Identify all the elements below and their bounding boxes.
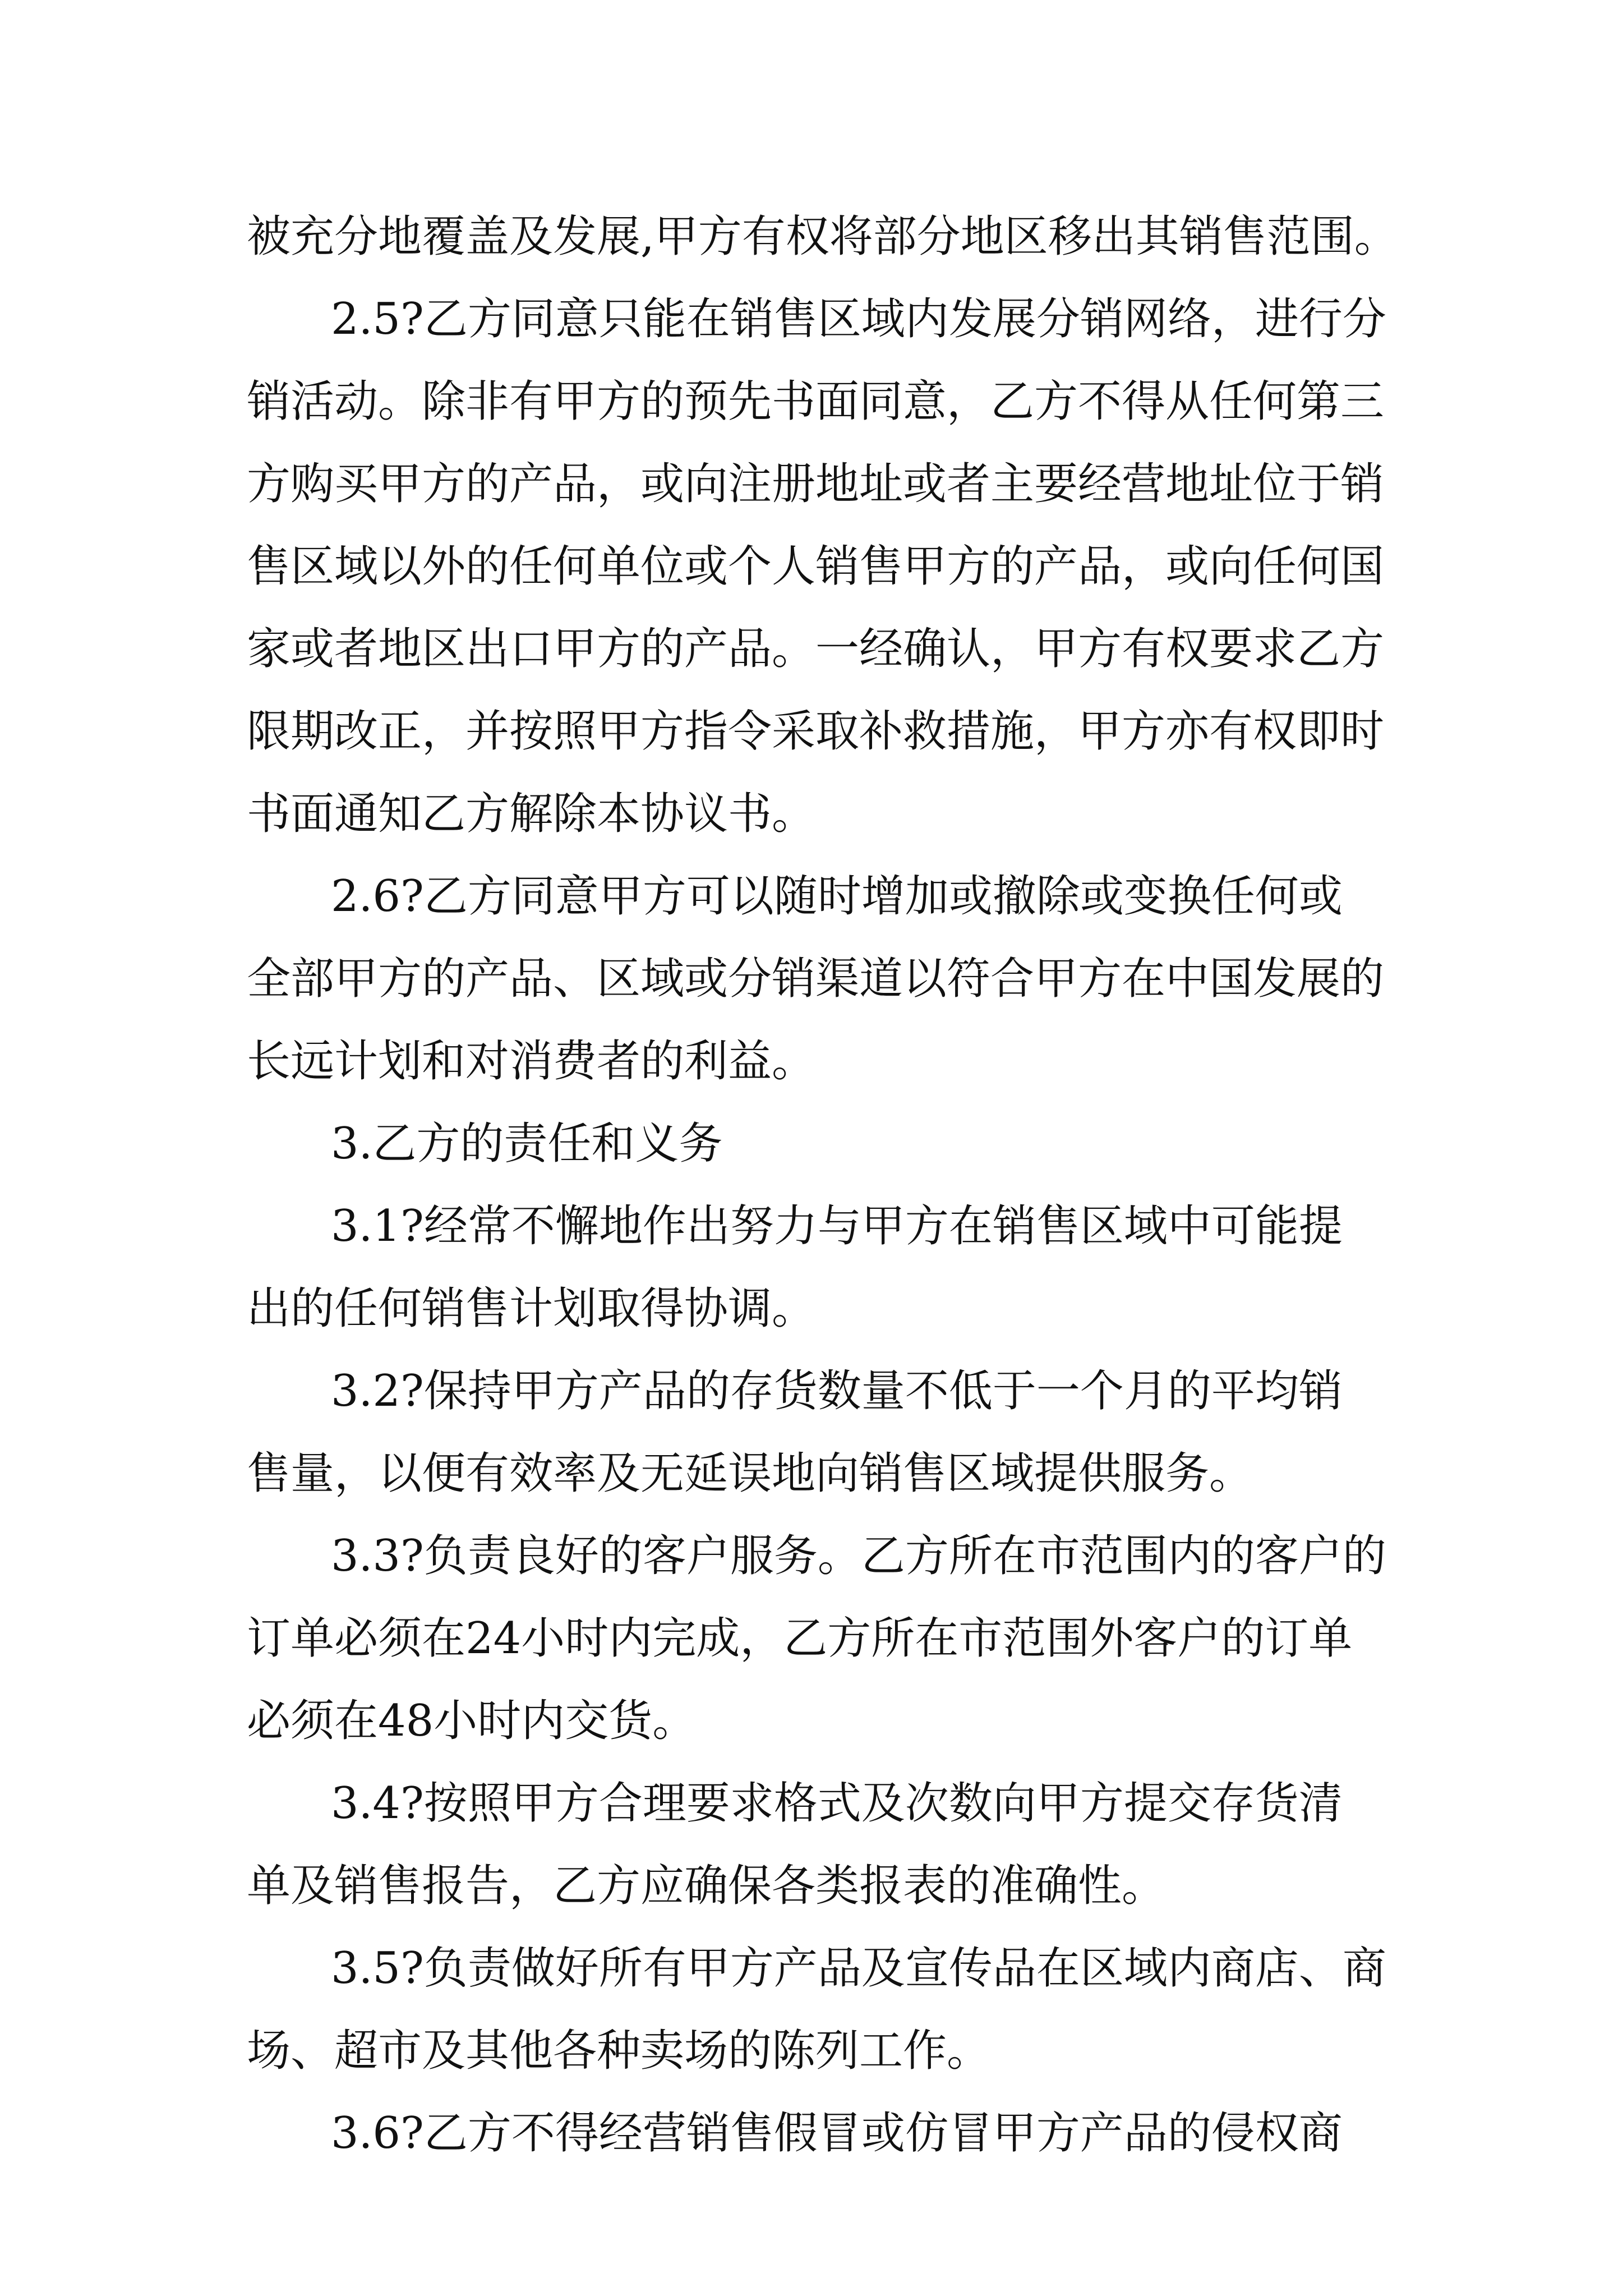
text-line: 销活动。除非有甲方的预先书面同意，乙方不得从任何第三 <box>247 376 1385 427</box>
text-line: 场、超市及其他各种卖场的陈列工作。 <box>247 2026 991 2076</box>
text-line: 限期改正，并按照甲方指令采取补救措施，甲方亦有权即时 <box>247 706 1385 757</box>
text-line: 订单必须在24小时内完成，乙方所在市范围外客户的订单 <box>247 1613 1353 1664</box>
text-line: 售区域以外的任何单位或个人销售甲方的产品，或向任何国 <box>247 541 1385 592</box>
text-line: 家或者地区出口甲方的产品。一经确认，甲方有权要求乙方 <box>247 624 1385 674</box>
text-line: 3.6?乙方不得经营销售假冒或仿冒甲方产品的侵权商 <box>331 2108 1343 2159</box>
text-line: 售量，以便有效率及无延误地向销售区域提供服务。 <box>247 1448 1253 1499</box>
text-line: 方购买甲方的产品，或向注册地址或者主要经营地址位于销 <box>247 459 1385 509</box>
text-line: 2.6?乙方同意甲方可以随时增加或撤除或变换任何或 <box>331 871 1343 922</box>
text-line: 3.1?经常不懈地作出努力与甲方在销售区域中可能提 <box>331 1201 1343 1251</box>
text-line: 长远计划和对消费者的利益。 <box>247 1036 816 1087</box>
text-line: 2.5?乙方同意只能在销售区域内发展分销网络，进行分 <box>331 294 1386 344</box>
text-line: 书面通知乙方解除本协议书。 <box>247 789 816 839</box>
text-line: 3.4?按照甲方合理要求格式及次数向甲方提交存货清 <box>331 1778 1343 1829</box>
text-line: 单及销售报告，乙方应确保各类报表的准确性。 <box>247 1861 1166 1911</box>
text-line: 被充分地覆盖及发展,甲方有权将部分地区移出其销售范围。 <box>247 211 1398 262</box>
text-line: 必须在48小时内交货。 <box>247 1696 697 1746</box>
section-heading: 3.乙方的责任和义务 <box>331 1119 723 1169</box>
text-line: 全部甲方的产品、区域或分销渠道以符合甲方在中国发展的 <box>247 954 1385 1004</box>
text-line: 3.3?负责良好的客户服务。乙方所在市范围内的客户的 <box>331 1531 1386 1581</box>
text-line: 3.5?负责做好所有甲方产品及宣传品在区域内商店、商 <box>331 1943 1386 1994</box>
text-line: 出的任何销售计划取得协调。 <box>247 1283 816 1334</box>
text-line: 3.2?保持甲方产品的存货数量不低于一个月的平均销 <box>331 1366 1343 1416</box>
